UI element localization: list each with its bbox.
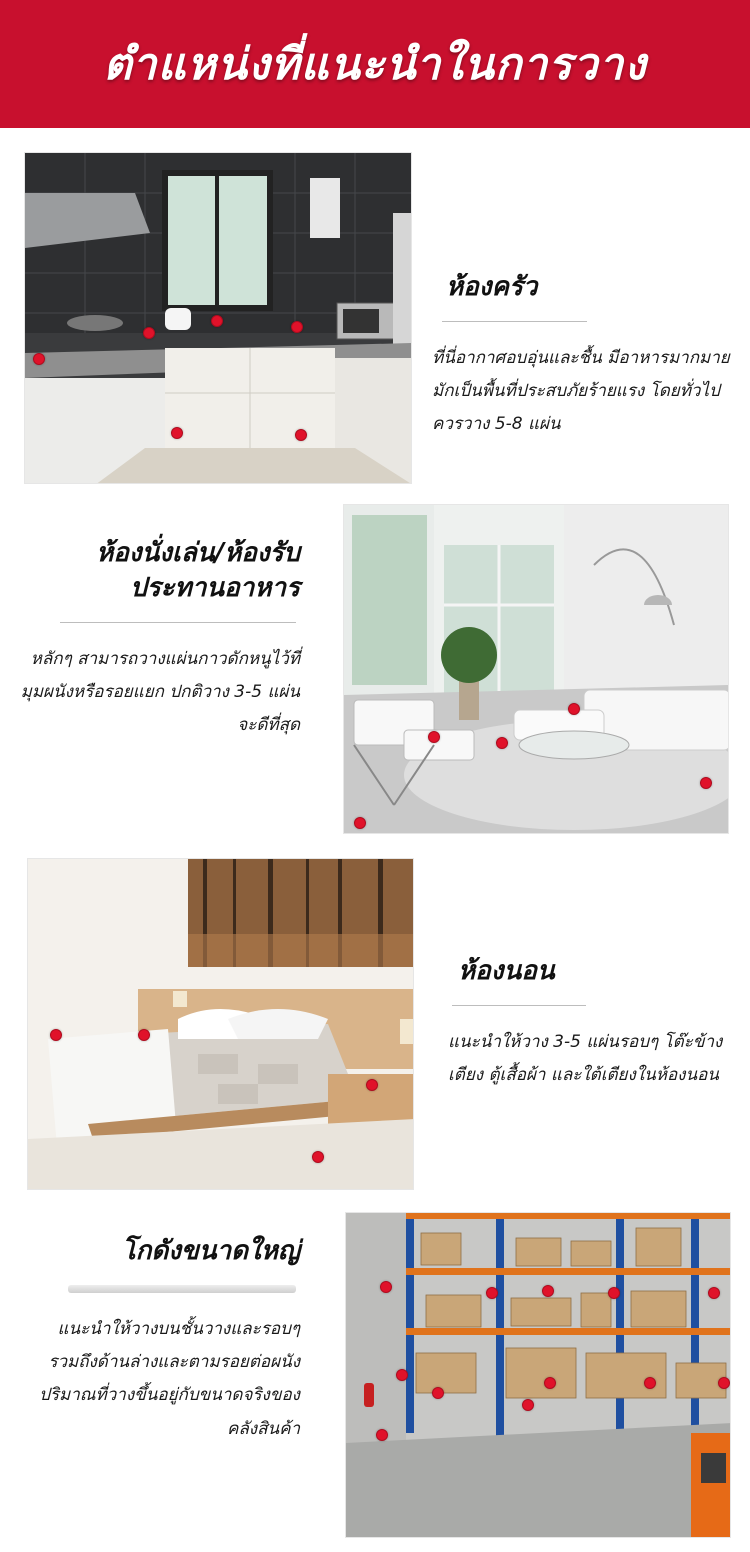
section-title: โกดังขนาดใหญ่ [121, 1236, 300, 1266]
divider [442, 321, 587, 322]
section-description: หลักๆ สามารถวางแผ่นกาวดักหนูไว้ที่มุมผนังหรือรอยแยก ปกติวาง 3-5 แผ่นจะดีที่สุด [20, 649, 300, 736]
marker-dot [143, 327, 155, 339]
marker-dot [544, 1377, 556, 1389]
marker-dot [542, 1285, 554, 1297]
header-banner [0, 0, 750, 128]
section-title: ห้องครัว [446, 272, 538, 302]
bedroom-photo [27, 858, 414, 1190]
marker-dot [295, 429, 307, 441]
divider [68, 1285, 296, 1293]
section-bedroom [0, 856, 750, 1196]
living-room-text [20, 536, 300, 743]
marker-dot [608, 1287, 620, 1299]
section-warehouse [0, 1210, 750, 1545]
marker-dot [396, 1369, 408, 1381]
marker-dot [138, 1029, 150, 1041]
section-description: ที่นี่อากาศอบอุ่นและชื้น มีอาหารมากมาย มักเป็นพื้นที่ประสบภัยร้ายแรง โดยทั่วไปควรวาง 5-8 แผ่น [432, 348, 730, 435]
section-title: ห้องนั่งเล่น/ห้องรับประทานอาหาร [96, 538, 300, 604]
kitchen-photo [24, 152, 412, 484]
marker-dot [376, 1429, 388, 1441]
marker-dot [312, 1151, 324, 1163]
marker-dot [380, 1281, 392, 1293]
living-room-photo [343, 504, 729, 834]
kitchen-text [430, 270, 735, 442]
marker-dot [171, 427, 183, 439]
warehouse-photo [345, 1212, 731, 1538]
section-title: ห้องนอน [458, 956, 555, 986]
marker-dot [700, 777, 712, 789]
warehouse-text [24, 1234, 300, 1446]
marker-dot [708, 1287, 720, 1299]
section-living-room [0, 502, 750, 842]
marker-dot [291, 321, 303, 333]
marker-dot [33, 353, 45, 365]
section-description: แนะนำให้วาง 3-5 แผ่นรอบๆ โต๊ะข้างเตียง ตู้เสื้อผ้า และใต้เตียงในห้องนอน [448, 1032, 723, 1086]
marker-dot [432, 1387, 444, 1399]
marker-dot [522, 1399, 534, 1411]
section-description: แนะนำให้วางบนชั้นวางและรอบๆ รวมถึงด้านล่างและตามรอยต่อผนัง ปริมาณที่วางขึ้นอยู่กับขนาดจริงของคลังสินค้า [39, 1319, 300, 1439]
marker-dot [644, 1377, 656, 1389]
bedroom-text [448, 954, 733, 1092]
marker-dot [496, 737, 508, 749]
marker-dot [354, 817, 366, 829]
marker-dot [50, 1029, 62, 1041]
page-title: ตำแหน่งที่แนะนำในการวาง [103, 39, 647, 90]
marker-dot [366, 1079, 378, 1091]
marker-dot [568, 703, 580, 715]
marker-dot [718, 1377, 730, 1389]
marker-dot [428, 731, 440, 743]
divider [452, 1005, 586, 1006]
divider [60, 622, 296, 623]
marker-dot [486, 1287, 498, 1299]
marker-dot [211, 315, 223, 327]
section-kitchen [0, 150, 750, 490]
